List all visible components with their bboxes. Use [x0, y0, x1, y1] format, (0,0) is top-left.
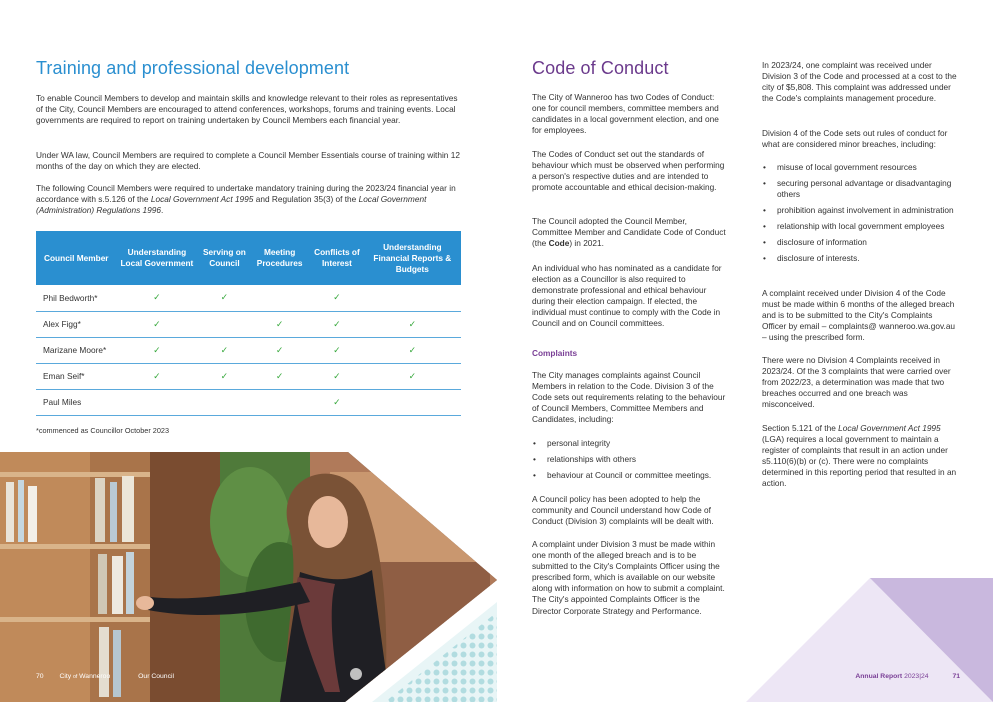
footer-report: Annual Report — [855, 673, 903, 680]
table-row — [36, 285, 461, 311]
list-item: • misuse of local government resources — [762, 162, 958, 173]
intro-paragraph: To enable Council Members to develop and maintain skills and knowledge relevant to their roles as representatives of the City, Council Members are encouraged to attend conferences, workshops, forums and training events. Local governments are required to report on training undertaken by Council Members each financial year. — [36, 93, 458, 126]
division3-bullets — [532, 438, 728, 481]
check-cell — [200, 389, 249, 415]
member-name: Eman Seif* — [36, 363, 114, 389]
list-item: • personal integrity — [532, 438, 728, 449]
check-cell — [364, 285, 461, 311]
division4-paragraph: Division 4 of the Code sets out rules of conduct for what are considered minor breaches, including: — [762, 128, 948, 150]
division3-submission-paragraph: A complaint under Division 3 must be made within one month of the alleged breach and is to be submitted to the City's Complaints Officer using the prescribed form, which is available on our website along with information on how to submit a complaint. The City's appointed Complaints Officer is the Director Corporate Strategy and Performance. — [532, 539, 725, 616]
table-header-row — [36, 231, 461, 285]
mandatory-training-paragraph: The following Council Members were required to undertake mandatory training during the 2023/24 financial year in accordance with s.5.126 of the Local Government Act 1995 and Regulation 35(3) of the Local Government (Administration) Regulations 1996. — [36, 183, 456, 216]
check-cell — [249, 285, 310, 311]
policy-paragraph: A Council policy has been adopted to help the community and Council understand how Code of Conduct (Division 3) complaints will be dealt with. — [532, 494, 714, 527]
member-name: Alex Figg* — [36, 311, 114, 337]
table-row — [36, 363, 461, 389]
library-photo — [0, 452, 497, 702]
left-footer — [36, 673, 174, 680]
page-title: Training and professional development — [36, 58, 350, 78]
check-cell: ✓ — [310, 337, 363, 363]
col-header: Understanding Local Government — [114, 231, 200, 285]
wa-law-paragraph: Under WA law, Council Members are required to complete a Council Member Essentials course of training within 12 months of the day on which they are elected. — [36, 150, 460, 172]
check-cell: ✓ — [364, 311, 461, 337]
member-name: Phil Bedworth* — [36, 285, 114, 311]
check-cell: ✓ — [200, 363, 249, 389]
division4-submission-paragraph: A complaint received under Division 4 of the Code must be made within 6 months of the alleged breach and is to be submitted to the City's Complaints Officer by email – complaints@ wanneroo.wa.gov.au – using the prescribed form. — [762, 288, 956, 343]
check-cell: ✓ — [310, 363, 363, 389]
complaints-heading: Complaints — [532, 348, 578, 358]
col-header: Understanding Financial Reports & Budgets — [364, 231, 461, 285]
check-cell — [364, 389, 461, 415]
table-row — [36, 311, 461, 337]
check-cell: ✓ — [249, 363, 310, 389]
check-cell: ✓ — [364, 363, 461, 389]
check-cell: ✓ — [114, 285, 200, 311]
check-cell: ✓ — [249, 311, 310, 337]
check-cell — [200, 311, 249, 337]
right-page — [496, 0, 993, 702]
check-cell — [114, 389, 200, 415]
list-item: • behaviour at Council or committee meetings. — [532, 470, 728, 481]
check-cell: ✓ — [200, 337, 249, 363]
list-item: • disclosure of information — [762, 237, 958, 248]
check-cell: ✓ — [114, 337, 200, 363]
table-footnote: *commenced as Councillor October 2023 — [36, 426, 170, 435]
decorative-triangles — [746, 578, 993, 702]
training-table — [36, 231, 461, 416]
codes-standards-paragraph: The Codes of Conduct set out the standards of behaviour which must be observed when performing a person's respective duties and are intended to promote accountable and ethical decision-making. — [532, 149, 725, 193]
check-cell: ✓ — [114, 311, 200, 337]
check-cell: ✓ — [310, 389, 363, 415]
list-item: • relationships with others — [532, 454, 728, 465]
complaint-cost-paragraph: In 2023/24, one complaint was received under Division 3 of the Code and processed at a cost to the city of $5,808. This complaint was addressed under the Code's complaints management procedure. — [762, 60, 957, 104]
col-header: Conflicts of Interest — [310, 231, 363, 285]
lga-register-paragraph: Section 5.121 of the Local Government Act 1995 (LGA) requires a local government to maintain a register of complaints that result in an action under s5.110(6)(b) or (c). There were no complaints determined in this reporting period that resulted in an action. — [762, 423, 957, 489]
complaints-paragraph: The City manages complaints against Council Members in relation to the Code. Division 3 of the Code sets out requirements relating to the behaviour of Council Members, Committee Members and Candidates, including: — [532, 370, 726, 425]
division4-bullets — [762, 162, 958, 264]
no-complaints-paragraph: There were no Division 4 Complaints received in 2023/24. Of the 3 complaints that were carried over from 2022/23, a determination was made that two breaches occurred and one breach was misconceived. — [762, 355, 951, 410]
check-cell: ✓ — [114, 363, 200, 389]
table-row — [36, 337, 461, 363]
list-item: • disclosure of interests. — [762, 253, 958, 264]
check-cell: ✓ — [310, 311, 363, 337]
section-title: Code of Conduct — [532, 58, 669, 78]
col-header: Serving on Council — [200, 231, 249, 285]
check-cell: ✓ — [249, 337, 310, 363]
footer-section: Our Council — [138, 673, 175, 680]
candidate-paragraph: An individual who has nominated as a candidate for election as a Councillor is also required to demonstrate professional and ethical behaviour during their election campaign. If elected, the individual must continue to comply with the Code in Council and on Council committees. — [532, 263, 722, 329]
check-cell — [249, 389, 310, 415]
list-item: • prohibition against involvement in administration — [762, 205, 958, 216]
table-row — [36, 389, 461, 415]
list-item: • relationship with local government employees — [762, 221, 958, 232]
check-cell: ✓ — [310, 285, 363, 311]
check-cell: ✓ — [364, 337, 461, 363]
right-footer — [855, 673, 960, 680]
page-number: 71 — [952, 673, 960, 680]
col-header: Council Member — [36, 231, 114, 285]
left-page — [0, 0, 496, 702]
col-header: Meeting Procedures — [249, 231, 310, 285]
city-logo-text: City of Wanneroo — [59, 673, 111, 680]
member-name: Marizane Moore* — [36, 337, 114, 363]
code-adoption-paragraph: The Council adopted the Council Member, Committee Member and Candidate Code of Conduct (the Code) in 2021. — [532, 216, 726, 249]
check-cell: ✓ — [200, 285, 249, 311]
member-name: Paul Miles — [36, 389, 114, 415]
list-item: • securing personal advantage or disadvantaging others — [762, 178, 958, 200]
page-number: 70 — [36, 673, 44, 680]
codes-intro-paragraph: The City of Wanneroo has two Codes of Conduct: one for council members, committee members and candidates in a local government election, and one for employees. — [532, 92, 719, 136]
footer-year: 2023|24 — [904, 673, 929, 680]
